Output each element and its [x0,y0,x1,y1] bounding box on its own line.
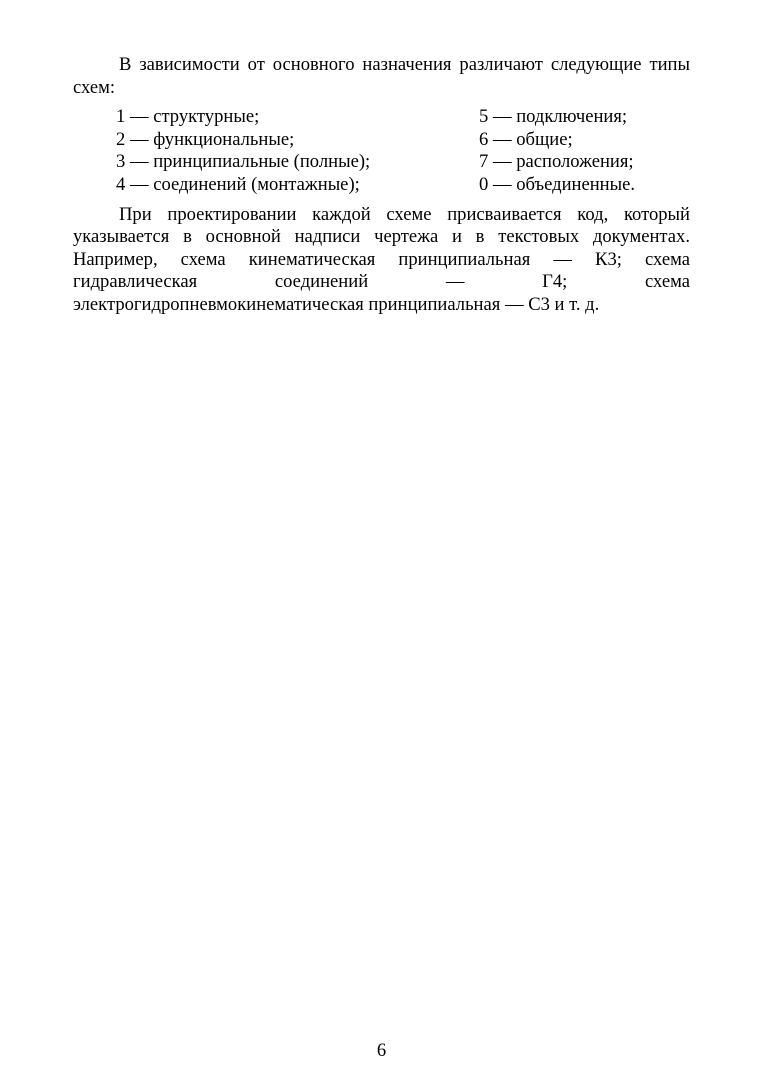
list-item: 2 — функциональные; [116,128,295,150]
page-number: 6 [376,1040,387,1061]
document-page [73,54,690,317]
body-paragraph: При проектировании каждой схеме присваивается код, который указывается в основной надписи чертежа и в текстовых документах. Например, схема кинематическая принципиальная — К3; схема гидравлическая соединений — Г4; схема электрогидропневмокинематическая принципиальная — С3 и т. д. [73,203,690,315]
list-item: 7 — расположения; [479,151,634,173]
list-item: 3 — принципиальные (полные); [116,151,371,173]
schema-types-list [73,106,690,196]
list-item: 0 — объединенные. [479,173,636,195]
list-item: 1 — структурные; [116,106,260,128]
intro-paragraph: В зависимости от основного назначения различают следующие типы схем: [73,54,690,98]
list-item: 5 — подключения; [479,106,628,128]
list-item: 6 — общие; [479,128,573,150]
list-item: 4 — соединений (монтажные); [116,173,360,195]
